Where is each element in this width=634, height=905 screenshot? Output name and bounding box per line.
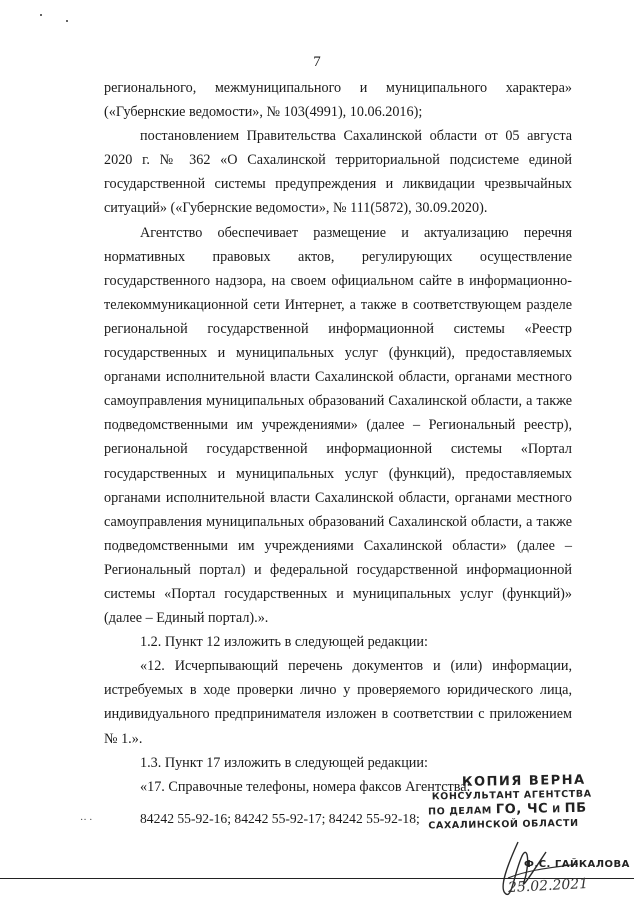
stamp-line-position: КОНСУЛЬТАНТ АГЕНТСТВА [431,788,592,803]
scan-speck [66,20,68,22]
paragraph-continuation: регионального, межмуниципального и муниципального характера» («Губернские ведомости», № 103(4991), 10.06.2016); [104,80,572,121]
certification-stamp [428,773,599,834]
stamp-dept-go-chs: ГО, ЧС [495,801,549,818]
document-body [104,76,572,799]
page-number: 7 [313,54,321,70]
handwritten-date: 25.02.2021 [507,875,589,897]
paragraph-clause-17: «17. Справочные телефоны, номера факсов Агентства: [140,778,471,795]
stamp-dept-pb: ПБ [564,800,587,817]
paragraph-clause-1-3: 1.3. Пункт 17 изложить в следующей редакции: [140,754,428,771]
scan-mark: ·· · [80,815,93,826]
stamp-title: КОПИЯ ВЕРНА [461,772,586,790]
phone-numbers: 84242 55-92-16; 84242 55-92-17; 84242 55-92-18; [140,811,420,826]
scan-speck [40,14,42,16]
stamp-dept-prefix: ПО ДЕЛАМ [428,805,493,818]
paragraph-decree: постановлением Правительства Сахалинской области от 05 августа 2020 г. № 362 «О Сахалинской территориальной подсистеме единой государственной системы предупреждения и ликвидации чрезвычайных ситуаций» («Губернские ведомости», № 111(5872), 30.09.2020). [104,128,572,217]
paragraph-clause-1-2: 1.2. Пункт 12 изложить в следующей редакции: [140,634,428,651]
paragraph-clause-12: «12. Исчерпывающий перечень документов и (или) информации, истребуемых в ходе проверки лично у проверяемого юридического лица, индивидуального предпринимателя изложен в соответствии с приложением № 1.». [104,658,572,747]
signer-name: Ф.С. ГАЙКАЛОВА [524,859,630,870]
stamp-dept-and: И [552,804,561,816]
paragraph-agency-duties: Агентство обеспечивает размещение и актуализацию перечня нормативных правовых актов, регулирующих осуществление государственного надзора, на своем официальном сайте в информационно-телекоммуникационной сети Интернет, а также в соответствующем разделе региональной государственной информационной системы «Реестр государственных и муниципальных услуг (функций), предоставляемых органами исполнительной власти Сахалинской области, органами местного самоуправления муниципальных образований Сахалинской области, а также подведомственными им учреждениями» (далее – Региональный реестр), региональной государственной информационной системы «Портал государственных и муниципальных услуг (функций), предоставляемых органами исполнительной власти Сахалинской области, органами местного самоуправления муниципальных образований Сахалинской области, а также подведомственными им учреждениями Сахалинской области» (далее – Региональный портал) и федеральной государственной информационной системы «Портал государственных и муниципальных услуг (функций)» (далее – Единый портал).». [104,224,572,627]
stamp-line-region: САХАЛИНСКОЙ ОБЛАСТИ [428,817,579,832]
